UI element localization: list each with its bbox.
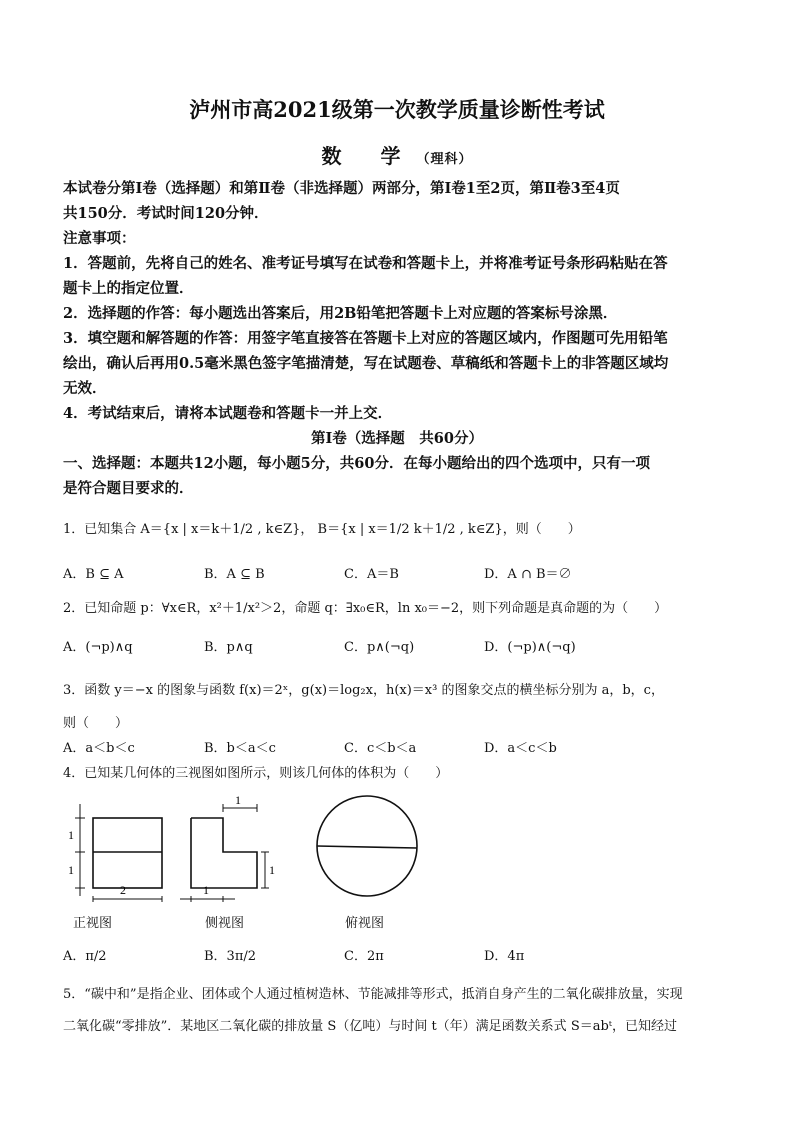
notice-line: 3．填空题和解答题的作答：用签字笔直接答在答题卡上对应的答题区域内，作图题可先用铅笔 (63, 330, 668, 347)
notice-line: 4．考试结束后，请将本试题卷和答题卡一并上交． (63, 405, 393, 422)
q2-stem: 2．已知命题 p：∀x∈R，x²＋1/x²＞2，命题 q：∃x₀∈R，ln x₀＝−2，则下列命题是真命题的为（ ） (63, 601, 668, 616)
section-title: 第Ⅰ卷（选择题 共60分） (311, 430, 483, 447)
q3-option-b: B．b＜a＜c (204, 741, 276, 756)
dim-side-bottom: 1 (203, 883, 209, 897)
notice-line: 绘出，确认后再用0.5毫米黑色签字笔描清楚，写在试题卷、草稿纸和答题卡上的非答题区域均 (63, 355, 669, 372)
q3-stem-2: 则（ ） (63, 716, 129, 731)
q3-option-c: C．c＜b＜a (344, 741, 417, 756)
q2-option-a: A．(¬p)∧q (63, 640, 133, 655)
notice-line: 1．答题前，先将自己的姓名、准考证号填写在试卷和答题卡上，并将准考证号条形码粘贴在答 (63, 255, 668, 272)
q1-tail: ，则（ ） (502, 522, 581, 537)
dim-side-top: 1 (235, 793, 241, 807)
top-view (317, 796, 417, 896)
q1-set-a: A＝{x | x＝k＋1/2 , k∈Z} (140, 522, 301, 537)
side-view (191, 818, 257, 888)
q3-option-a: A．a＜b＜c (63, 741, 135, 756)
dim-side-right: 1 (269, 863, 275, 877)
dim-front-width: 2 (120, 883, 126, 897)
q1-stem-prefix: 1．已知集合 (63, 522, 137, 537)
q5-line-2: 二氧化碳“零排放”．某地区二氧化碳的排放量 S（亿吨）与时间 t（年）满足函数关系式 S＝abᵗ，已知经过 (63, 1019, 678, 1034)
front-view (93, 818, 162, 888)
notice-title: 注意事项： (63, 230, 136, 247)
q2-option-d: D．(¬p)∧(¬q) (484, 640, 576, 655)
exam-title: 泸州市高2021级第一次教学质量诊断性考试 (189, 97, 605, 122)
q4-stem: 4．已知某几何体的三视图如图所示，则该几何体的体积为（ ） (63, 766, 449, 781)
q4-option-d: D．4π (484, 949, 525, 964)
q1-stem: 1．已知集合 A＝{x | x＝k＋1/2 , k∈Z}， B＝{x | x＝1/2 k＋1/2 , k∈Z}，则（ ） (63, 522, 581, 537)
dim-front-upper: 1 (68, 828, 74, 842)
subject-name: 数 学 (321, 144, 417, 168)
front-view-label: 正视图 (73, 916, 113, 931)
q4-option-a: A．π/2 (63, 949, 107, 964)
q3-stem: 3．函数 y＝−x 的图象与函数 f(x)＝2ˣ，g(x)＝log₂x，h(x)＝x³ 的图象交点的横坐标分别为 a，b，c， (63, 683, 664, 698)
top-view-label: 俯视图 (345, 916, 385, 931)
q1-option-a: A．B ⊆ A (63, 567, 124, 582)
section-intro: 一、选择题：本题共12小题，每小题5分，共60分．在每小题给出的四个选项中，只有一项 (63, 455, 650, 472)
q4-option-c: C．2π (344, 949, 384, 964)
q3-option-d: D．a＜c＜b (484, 741, 557, 756)
q4-option-b: B．3π/2 (204, 949, 257, 964)
q5-line-1: 5．“碳中和”是指企业、团体或个人通过植树造林、节能减排等形式，抵消自身产生的二氧化碳排放量，实现 (63, 987, 683, 1002)
intro-line: 本试卷分第Ⅰ卷（选择题）和第Ⅱ卷（非选择题）两部分，第Ⅰ卷1至2页，第Ⅱ卷3至4页 (63, 180, 620, 197)
q1-option-b: B．A ⊆ B (204, 567, 265, 582)
q1-option-d: D．A ∩ B＝∅ (484, 567, 572, 582)
q1-option-c: C．A＝B (344, 567, 399, 582)
q2-option-b: B．p∧q (204, 640, 253, 655)
subject-note: （理科） (416, 152, 473, 167)
q2-option-c: C．p∧(¬q) (344, 640, 415, 655)
dim-front-lower: 1 (68, 863, 74, 877)
intro-line: 共150分．考试时间120分钟． (63, 205, 269, 222)
side-view-label: 侧视图 (205, 916, 245, 931)
notice-line: 题卡上的指定位置． (63, 280, 194, 297)
subject-title (0, 140, 794, 169)
notice-line: 无效． (63, 380, 107, 397)
q1-set-b: B＝{x | x＝1/2 k＋1/2 , k∈Z} (317, 522, 503, 537)
notice-line: 2．选择题的作答：每小题选出答案后，用2B铅笔把答题卡上对应题的答案标号涂黑． (63, 305, 618, 322)
section-intro: 是符合题目要求的． (63, 480, 194, 497)
